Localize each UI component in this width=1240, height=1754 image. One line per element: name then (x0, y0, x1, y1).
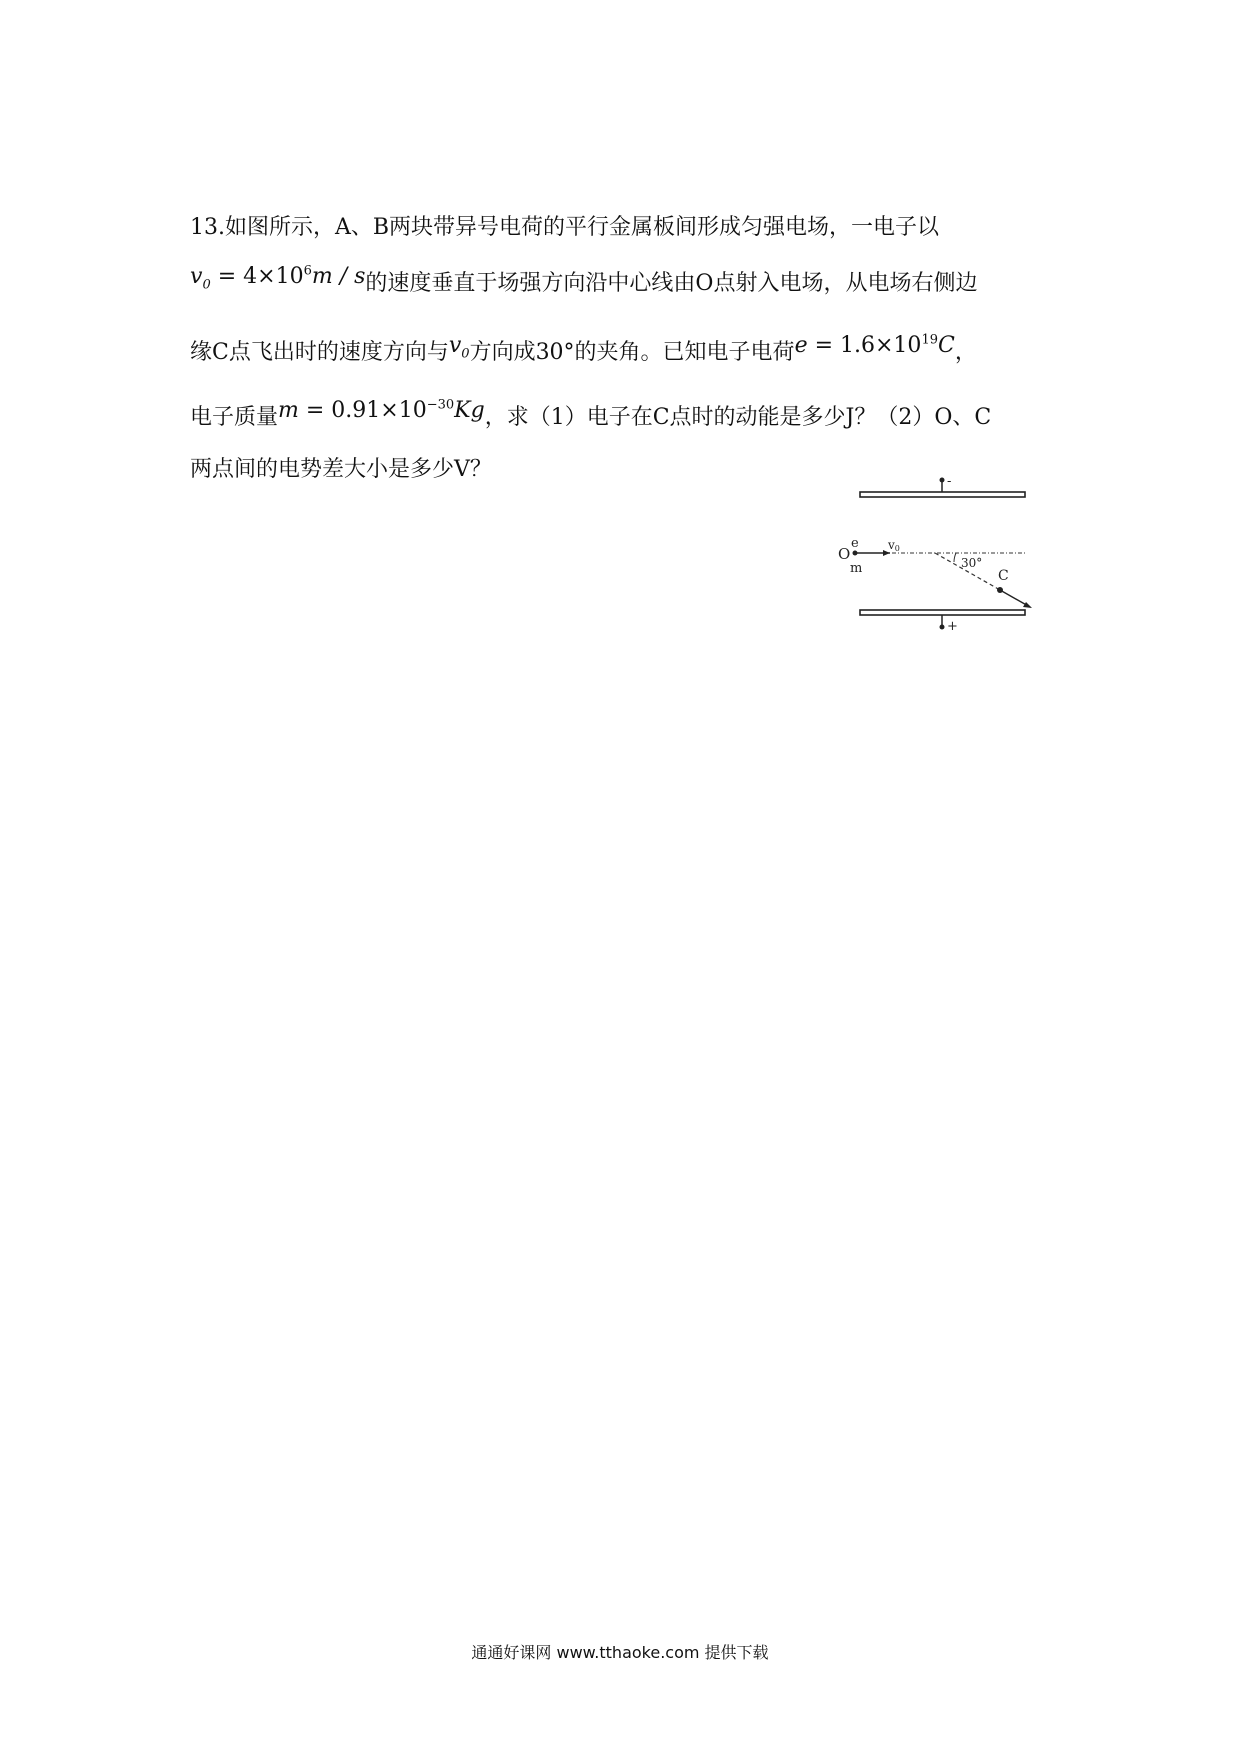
initial-velocity-formula (190, 263, 366, 293)
e-equation: = 1.6×10 (807, 333, 922, 358)
e-exponent: 19 (921, 332, 938, 348)
v0-subscript: 0 (461, 346, 470, 362)
problem-text: 缘C点飞出时的速度方向与 (190, 340, 449, 365)
electron-charge-label: e (851, 536, 859, 551)
problem-text: 两点间的电势差大小是多少V？ (190, 457, 492, 482)
velocity-subscript: 0 (894, 544, 900, 553)
point-o-label: O (838, 545, 851, 563)
electron-dot (853, 551, 858, 556)
capacitor-diagram (820, 470, 1070, 645)
v0-exponent: 6 (303, 263, 312, 279)
angle-label: 30° (961, 556, 983, 570)
v0-inline-symbol (448, 333, 470, 362)
exit-velocity-arrowhead (1023, 602, 1032, 608)
problem-line-5 (190, 452, 492, 487)
velocity-label (887, 538, 900, 553)
top-plate (860, 492, 1025, 497)
problem-line-3 (190, 332, 977, 370)
point-c-label: C (998, 568, 1009, 584)
problem-text: ， (954, 340, 977, 365)
v0-unit: m / s (311, 264, 366, 289)
top-plate-sign: - (947, 474, 952, 489)
problem-text: 13.如图所示，A、B两块带异号电荷的平行金属板间形成匀强电场，一电子以 (190, 215, 940, 240)
problem-text: 的速度垂直于场强方向沿中心线由O点射入电场，从电场右侧边 (365, 271, 978, 296)
m-symbol: m (278, 398, 299, 423)
e-unit: C (937, 333, 955, 358)
page-footer: 通通好课网 www.tthaoke.com 提供下载 (471, 1643, 769, 1662)
physics-diagram (820, 470, 1070, 645)
bottom-plate-sign: + (947, 619, 958, 634)
m-exponent: −30 (426, 397, 455, 413)
m-unit: Kg (454, 398, 485, 423)
v0-symbol: v (448, 333, 462, 358)
problem-line-2 (190, 263, 978, 301)
electron-mass-label: m (850, 561, 863, 576)
bottom-plate-terminal-dot (940, 625, 945, 630)
problem-text: 方向成30°的夹角。已知电子电荷 (469, 340, 795, 365)
e-symbol: e (794, 333, 808, 358)
velocity-symbol: v (888, 538, 895, 552)
problem-text: 电子质量 (190, 405, 279, 430)
electron-mass-formula (278, 398, 485, 423)
v0-equation: = 4×10 (210, 264, 304, 289)
bottom-plate (860, 610, 1025, 615)
top-plate-terminal-dot (940, 478, 945, 483)
v0-subscript: 0 (202, 277, 211, 293)
problem-line-4 (190, 397, 992, 435)
problem-text: ，求（1）电子在C点时的动能是多少J？（2）O、C (484, 405, 992, 430)
electron-charge-formula (795, 333, 955, 358)
angle-arc (954, 553, 956, 562)
m-equation: = 0.91×10 (298, 398, 427, 423)
problem-line-1 (190, 210, 939, 245)
v0-symbol: v (190, 264, 203, 289)
